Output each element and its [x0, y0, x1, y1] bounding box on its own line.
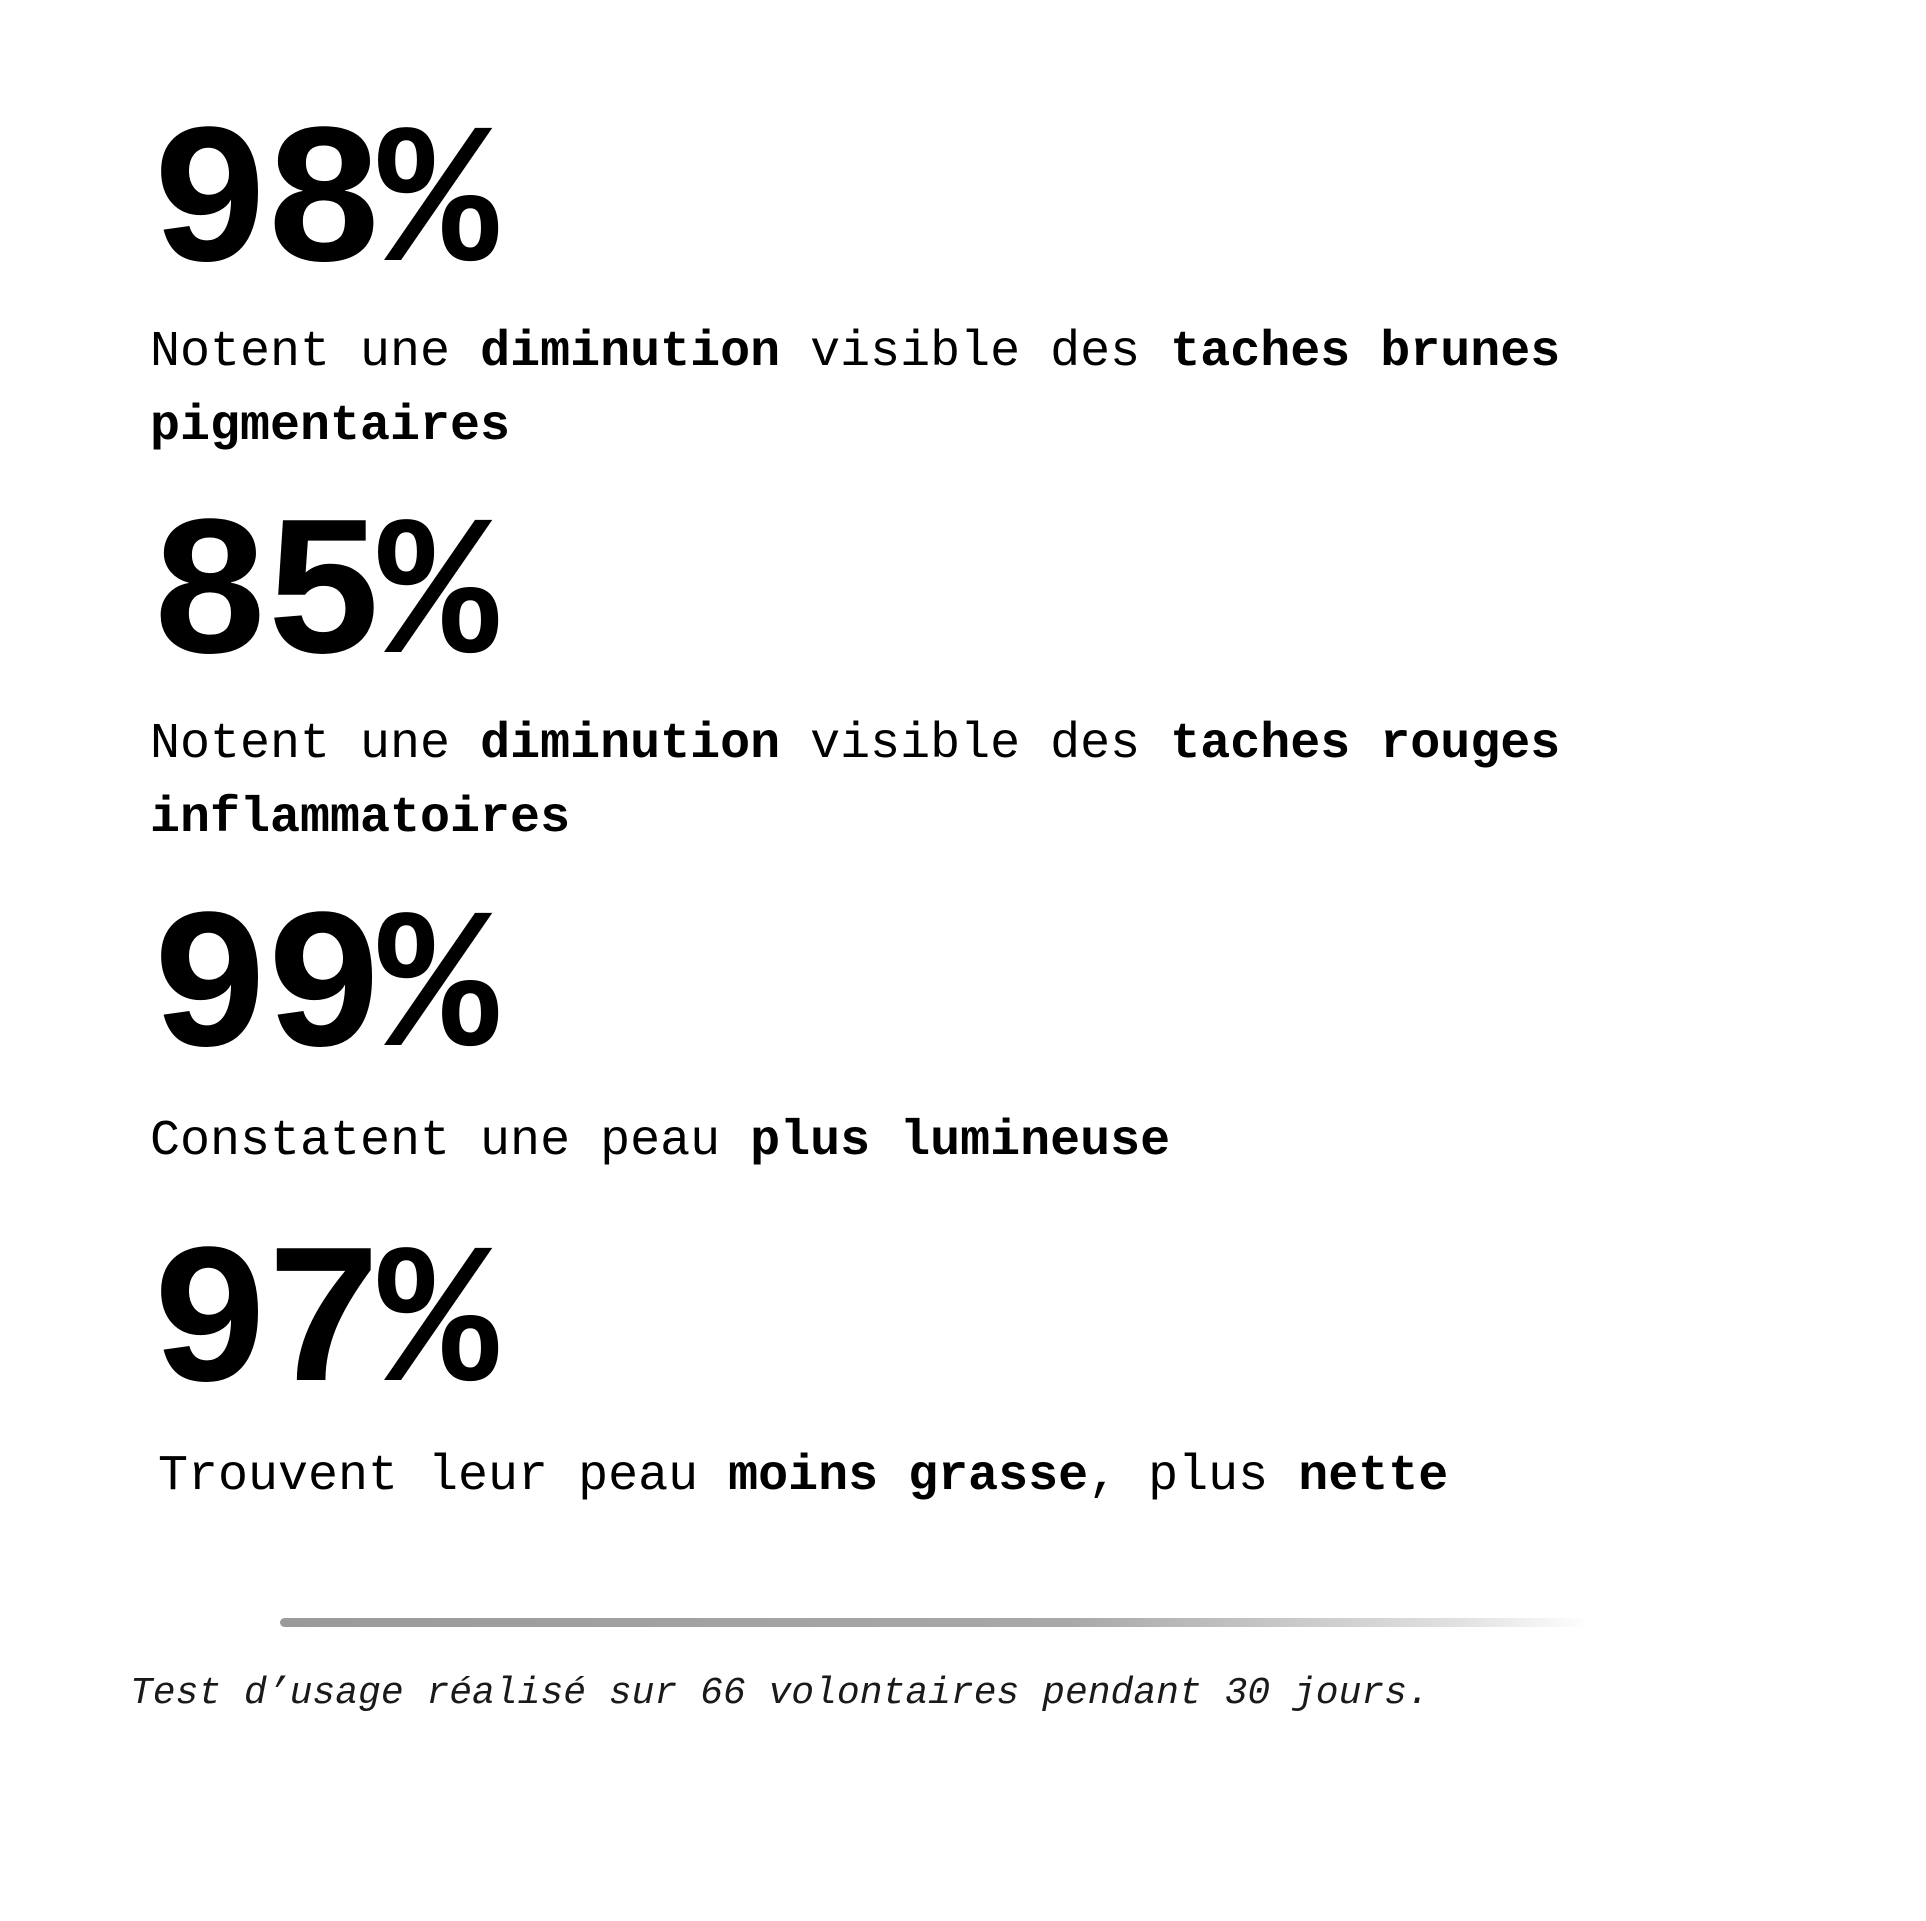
divider-line — [280, 1618, 1590, 1627]
desc-bold: nette — [1298, 1448, 1449, 1505]
desc-text: Constatent une peau — [150, 1113, 751, 1170]
stat-percent: 98% — [150, 94, 493, 321]
desc-bold: pigmentaires — [150, 398, 511, 455]
desc-bold: diminution — [480, 716, 781, 773]
stat-percent: 97% — [150, 1214, 493, 1441]
desc-bold: inflammatoires — [150, 790, 571, 847]
desc-text: , plus — [1088, 1448, 1299, 1505]
stat-description — [150, 1440, 1850, 1514]
stat-percent: 99% — [150, 879, 493, 1106]
desc-text: visible des — [780, 716, 1171, 773]
footnote: Test d’usage réalisé sur 66 volontaires pendant 30 jours. — [130, 1672, 1430, 1715]
desc-bold: diminution — [480, 324, 781, 381]
stat-percent: 85% — [150, 486, 493, 713]
stat-description — [150, 1105, 1850, 1179]
stat-block-radiance — [150, 879, 1850, 1179]
desc-bold: plus lumineuse — [750, 1113, 1171, 1170]
stat-description — [150, 708, 1850, 856]
stat-block-redness — [150, 486, 1850, 856]
desc-text: Trouvent leur peau — [158, 1448, 729, 1505]
desc-bold: taches rouges — [1170, 716, 1561, 773]
desc-text: Notent une — [150, 324, 481, 381]
desc-text: visible des — [780, 324, 1171, 381]
stat-block-pigmentation — [150, 94, 1850, 464]
stat-block-oiliness — [150, 1214, 1850, 1514]
desc-bold: taches brunes — [1170, 324, 1561, 381]
stat-description — [150, 316, 1850, 464]
desc-text: Notent une — [150, 716, 481, 773]
desc-bold: moins grasse — [728, 1448, 1089, 1505]
